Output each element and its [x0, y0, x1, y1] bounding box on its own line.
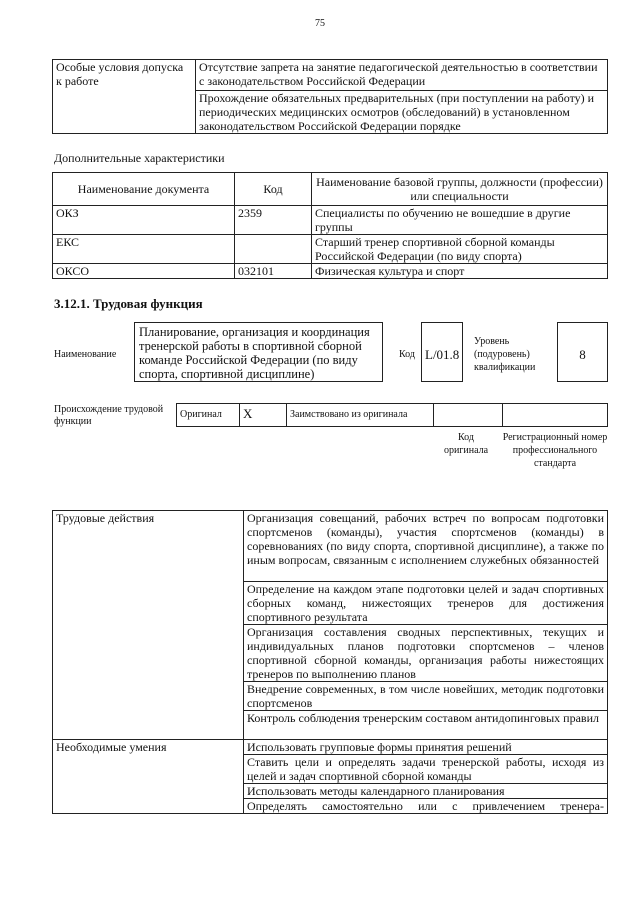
page-number: 75: [315, 18, 325, 29]
admission-table: [52, 59, 608, 134]
table-cell: 2359: [235, 206, 312, 235]
admission-label: Особые условия допуска к работе: [53, 60, 196, 134]
column-header: Код: [235, 173, 312, 206]
labor-action-item: Внедрение современных, в том числе новейших, методик подготовки спортсменов: [244, 682, 608, 711]
table-cell: Физическая культура и спорт: [312, 264, 608, 279]
table-row: [53, 235, 608, 264]
origin-label: Происхождение трудовой функции: [54, 404, 164, 427]
function-details-table: [52, 510, 608, 814]
level-label: Уровень (подуровень) квалификации: [474, 336, 536, 373]
original-code-caption: Код оригинала: [443, 432, 489, 456]
admission-item: Отсутствие запрета на занятие педагогической деятельностью в соответствии с законодательством Российской Федерации: [196, 60, 608, 91]
level-value: 8: [579, 347, 586, 362]
original-mark-value: X: [243, 406, 253, 421]
labor-actions-label: Трудовые действия: [53, 511, 244, 740]
function-heading: 3.12.1. Трудовая функция: [54, 296, 203, 311]
admission-item: Прохождение обязательных предварительных (при поступлении на работу) и периодических медицинских осмотров (обследований) в установленном законодательством Российской Федерации порядке: [196, 91, 608, 134]
table-cell: Специалисты по обучению не вошедшие в другие группы: [312, 206, 608, 235]
name-label: Наименование: [54, 349, 117, 360]
table-cell: 032101: [235, 264, 312, 279]
skill-item: Ставить цели и определять задачи тренерской работы, исходя из целей и задач спортивной сборной команды: [244, 755, 608, 784]
original-label: Оригинал: [177, 404, 240, 427]
table-row: [177, 404, 608, 427]
original-mark: [240, 404, 287, 427]
code-label: Код: [399, 349, 415, 360]
table-row: [53, 206, 608, 235]
labor-action-item: Организация составления сводных перспективных, текущих и индивидуальных планов подготовки спортсменов – членов спортивной сборной команды, организация работы нижестоящих тренеров по выполнению планов: [244, 625, 608, 682]
registration-number-cell: [503, 404, 608, 427]
table-cell: ОКЗ: [53, 206, 235, 235]
level-box: [557, 322, 608, 382]
table-cell: Старший тренер спортивной сборной команды Российской Федерации (по виду спорта): [312, 235, 608, 264]
original-code-cell: [434, 404, 503, 427]
table-cell: ОКСО: [53, 264, 235, 279]
table-row: [53, 740, 608, 755]
table-row: [53, 264, 608, 279]
table-row: [53, 60, 608, 91]
additional-heading: Дополнительные характеристики: [54, 151, 225, 165]
additional-table: [52, 172, 608, 279]
function-name-box: Планирование, организация и координация тренерской работы в спортивной сборной команде Российской Федерации (по виду спорта, спортивной дисциплине): [134, 322, 383, 382]
skills-label: Необходимые умения: [53, 740, 244, 814]
skill-item: Использовать методы календарного планирования: [244, 784, 608, 799]
borrowed-label: Заимствовано из оригинала: [287, 404, 434, 427]
column-header: Наименование документа: [53, 173, 235, 206]
code-value: L/01.8: [425, 347, 460, 362]
labor-action-item: Контроль соблюдения тренерским составом антидопинговых правил: [244, 711, 608, 740]
table-row: [53, 173, 608, 206]
labor-action-item: Организация совещаний, рабочих встреч по вопросам подготовки спортсменов (команды), участия спортсменов (команды) в соревнованиях (по виду спорта, спортивной дисциплине), а также по иным вопросам, связанным с исполнением служебных обязанностей: [244, 511, 608, 582]
registration-number-caption: Регистрационный номер профессионального стандарта: [502, 432, 608, 469]
column-header: Наименование базовой группы, должности (профессии) или специальности: [312, 173, 608, 206]
code-box: [421, 322, 463, 382]
origin-table: [176, 403, 608, 427]
table-cell: ЕКС: [53, 235, 235, 264]
table-cell: [235, 235, 312, 264]
table-row: [53, 511, 608, 582]
labor-action-item: Определение на каждом этапе подготовки целей и задач спортивных сборных команд, нижестоящих тренеров для достижения спортивного результата: [244, 582, 608, 625]
skill-item: Определять самостоятельно или с привлечением тренера-: [244, 799, 608, 814]
skill-item: Использовать групповые формы принятия решений: [244, 740, 608, 755]
